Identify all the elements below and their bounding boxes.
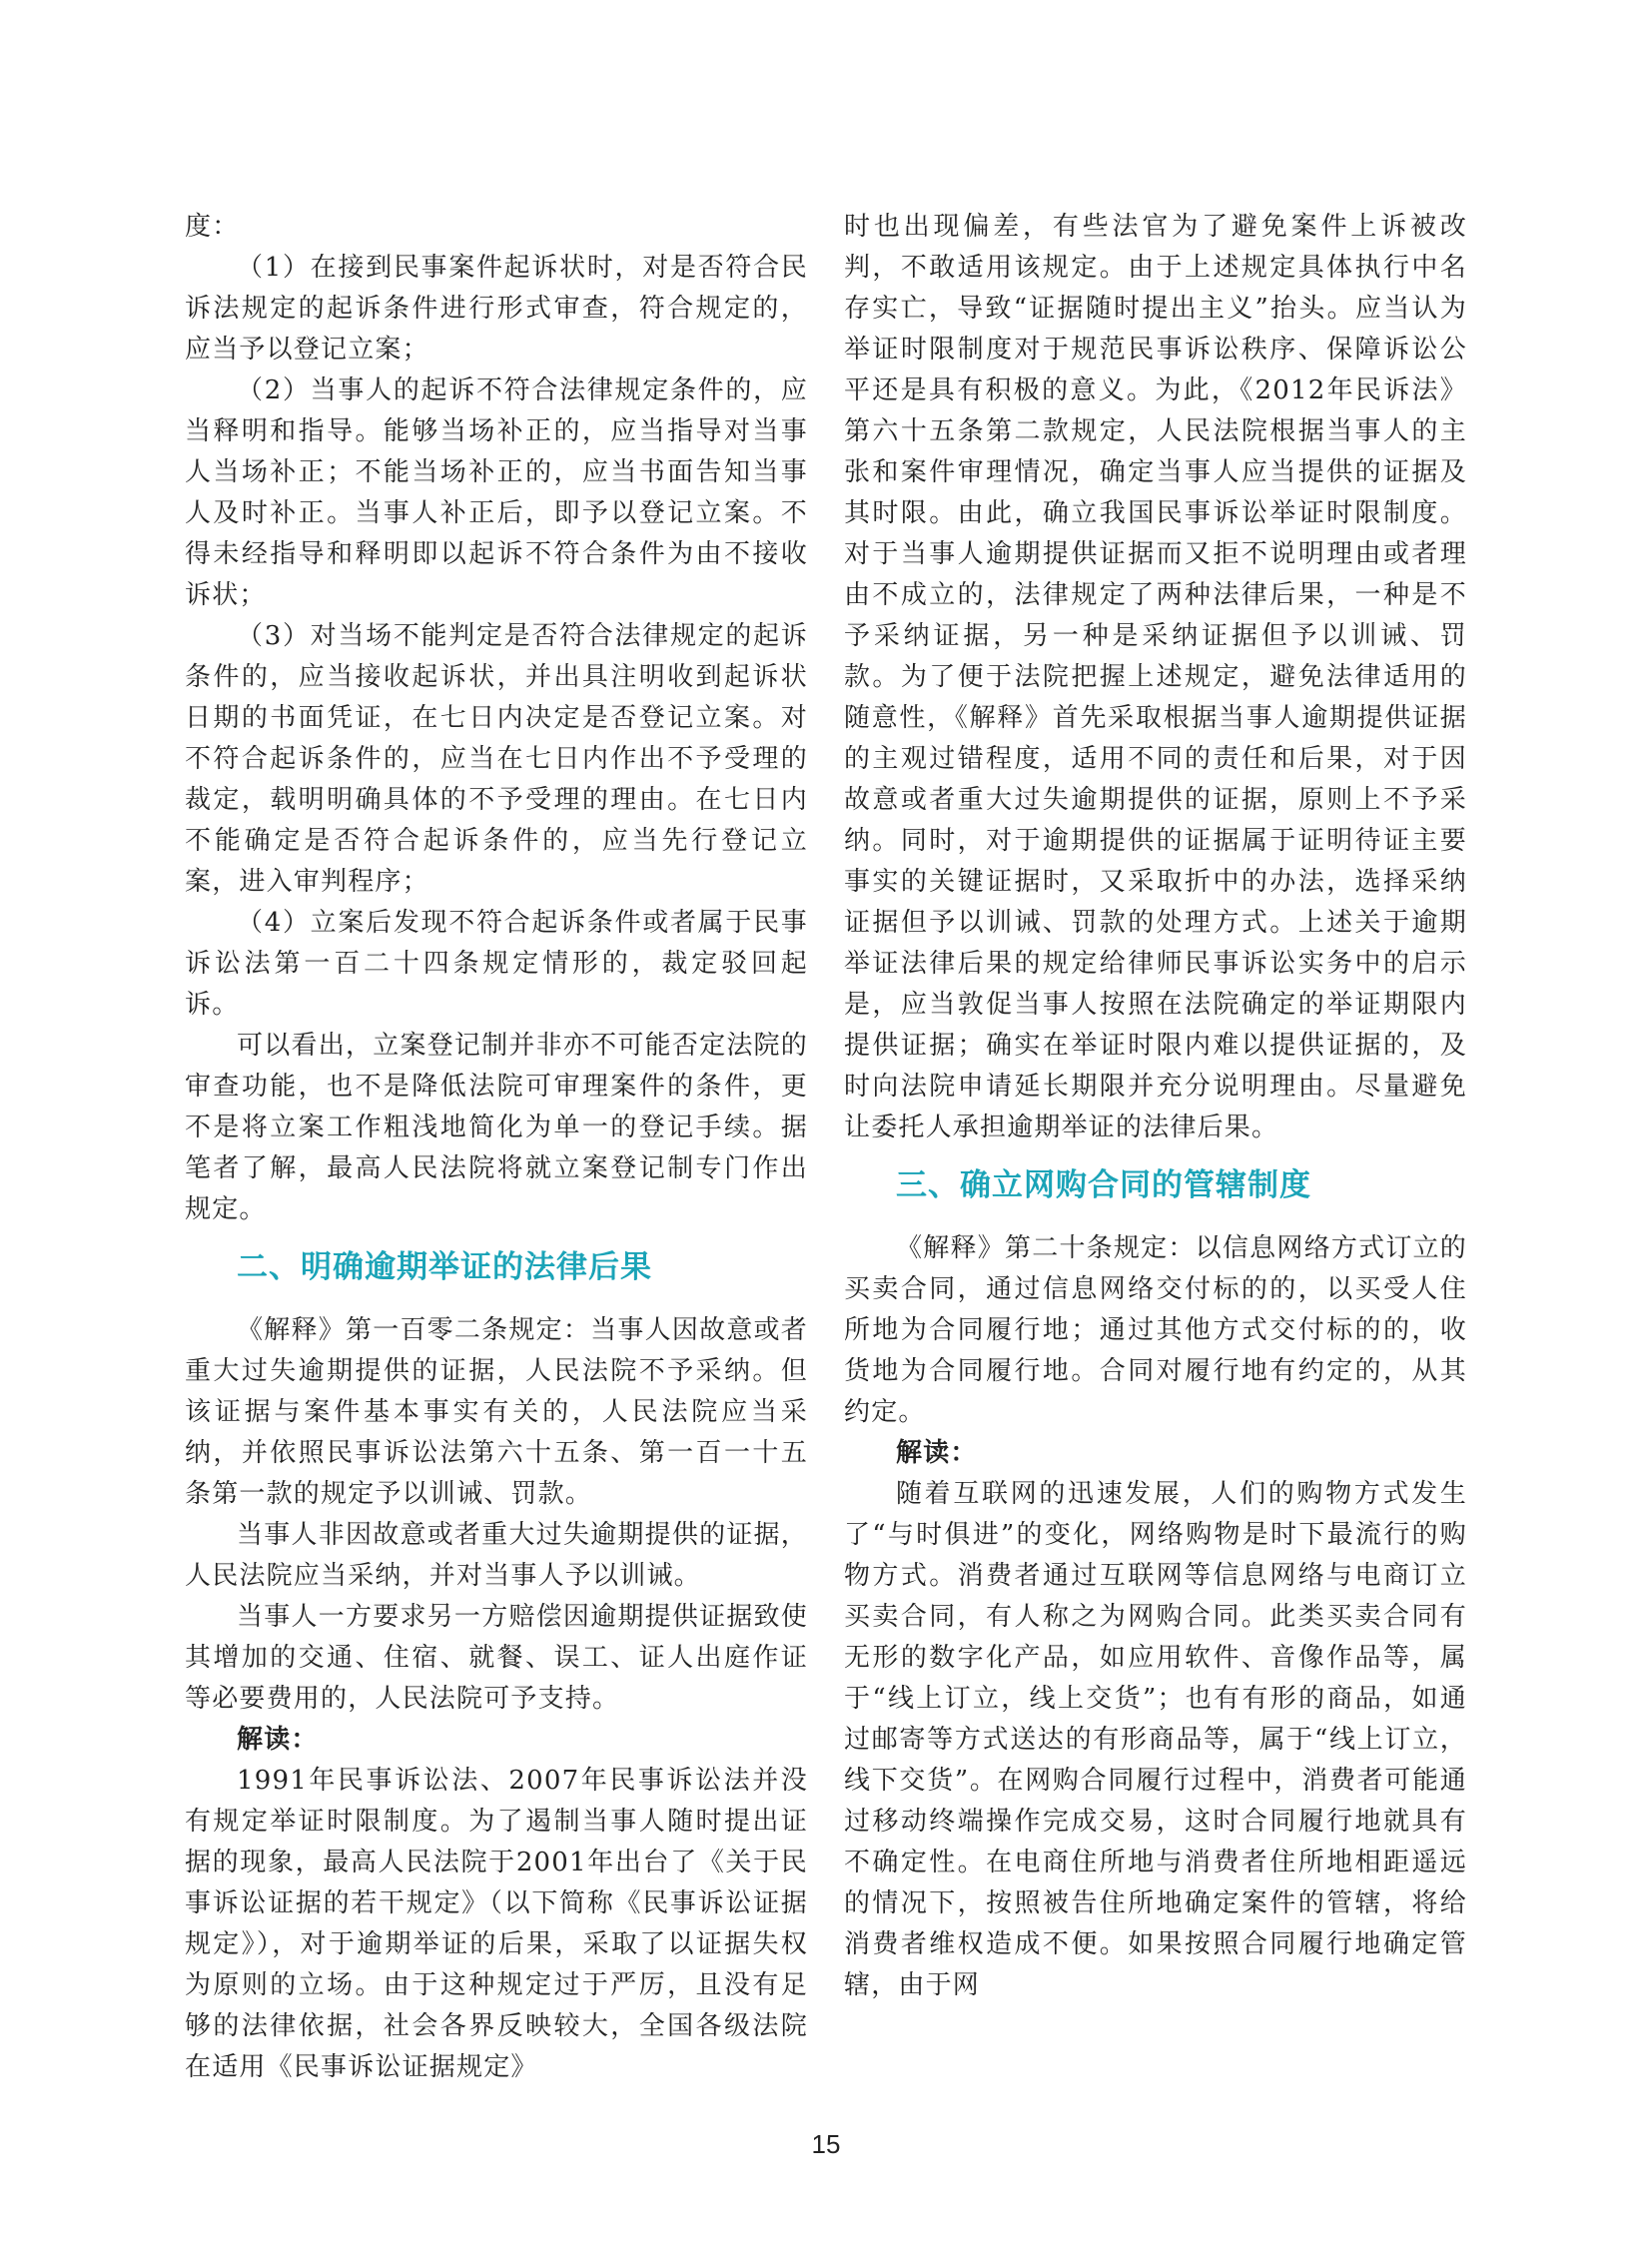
paragraph: （4）立案后发现不符合起诉条件或者属于民事诉讼法第一百二十四条规定情形的，裁定驳回起诉。 bbox=[185, 908, 808, 1020]
paragraph: （3）对当场不能判定是否符合法律规定的起诉条件的，应当接收起诉状，并出具注明收到起诉状日期的书面凭证，在七日内决定是否登记立案。对不符合起诉条件的，应当在七日内作出不予受理的裁定，载明明确具体的不予受理的理由。在七日内不能确定是否符合起诉条件的，应当先行登记立案，进入审判程序； bbox=[185, 621, 808, 897]
right-paragraphs-top bbox=[844, 207, 1467, 1148]
section-heading-3: 三、确立网购合同的管辖制度 bbox=[896, 1167, 1311, 1203]
paragraph: 解读： bbox=[237, 1725, 319, 1755]
paragraph: 当事人一方要求另一方赔偿因逾期提供证据致使其增加的交通、住宿、就餐、误工、证人出庭作证等必要费用的，人民法院可予支持。 bbox=[185, 1602, 808, 1714]
paragraph: 随着互联网的迅速发展，人们的购物方式发生了“与时俱进”的变化，网络购物是时下最流行的购物方式。消费者通过互联网等信息网络与电商订立买卖合同，有人称之为网购合同。此类买卖合同有无形的数字化产品，如应用软件、音像作品等，属于“线上订立，线上交货”；也有有形的商品，如通过邮寄等方式送达的有形商品等，属于“线上订立，线下交货”。在网购合同履行过程中，消费者可能通过移动终端操作完成交易，这时合同履行地就具有不确定性。在电商住所地与消费者住所地相距遥远的情况下，按照被告住所地确定案件的管辖，将给消费者维权造成不便。如果按照合同履行地确定管辖，由于网 bbox=[844, 1479, 1467, 2000]
paragraph: 解读： bbox=[896, 1438, 978, 1468]
paragraph: 可以看出，立案登记制并非亦不可能否定法院的审查功能，也不是降低法院可审理案件的条件，更不是将立案工作粗浅地简化为单一的登记手续。据笔者了解，最高人民法院将就立案登记制专门作出规定。 bbox=[185, 1031, 808, 1224]
left-paragraphs-bottom bbox=[185, 1310, 808, 2088]
right-column bbox=[844, 207, 1467, 2006]
page-number: 15 bbox=[811, 2129, 841, 2159]
section-heading-2: 二、明确逾期举证的法律后果 bbox=[237, 1249, 652, 1285]
paragraph: （2）当事人的起诉不符合法律规定条件的，应当释明和指导。能够当场补正的，应当指导对当事人当场补正；不能当场补正的，应当书面告知当事人及时补正。当事人补正后，即予以登记立案。不得未经指导和释明即以起诉不符合条件为由不接收诉状； bbox=[185, 375, 808, 610]
paragraph: 《解释》第一百零二条规定：当事人因故意或者重大过失逾期提供的证据，人民法院不予采纳。但该证据与案件基本事实有关的，人民法院应当采纳，并依照民事诉讼法第六十五条、第一百一十五条第一款的规定予以训诫、罚款。 bbox=[185, 1315, 808, 1509]
paragraph: 当事人非因故意或者重大过失逾期提供的证据，人民法院应当采纳，并对当事人予以训诫。 bbox=[185, 1520, 808, 1591]
paragraph: 度： bbox=[185, 212, 240, 242]
left-column bbox=[185, 207, 808, 2088]
paragraph: 时也出现偏差，有些法官为了避免案件上诉被改判，不敢适用该规定。由于上述规定具体执行中名存实亡，导致“证据随时提出主义”抬头。应当认为举证时限制度对于规范民事诉讼秩序、保障诉讼公平还是具有积极的意义。为此，《2012年民诉法》第六十五条第二款规定，人民法院根据当事人的主张和案件审理情况，确定当事人应当提供的证据及其时限。由此，确立我国民事诉讼举证时限制度。对于当事人逾期提供证据而又拒不说明理由或者理由不成立的，法律规定了两种法律后果，一种是不予采纳证据，另一种是采纳证据但予以训诫、罚款。为了便于法院把握上述规定，避免法律适用的随意性，《解释》首先采取根据当事人逾期提供证据的主观过错程度，适用不同的责任和后果，对于因故意或者重大过失逾期提供的证据，原则上不予采纳。同时，对于逾期提供的证据属于证明待证主要事实的关键证据时，又采取折中的办法，选择采纳证据但予以训诫、罚款的处理方式。上述关于逾期举证法律后果的规定给律师民事诉讼实务中的启示是，应当敦促当事人按照在法院确定的举证期限内提供证据；确实在举证时限内难以提供证据的，及时向法院申请延长期限并充分说明理由。尽量避免让委托人承担逾期举证的法律后果。 bbox=[844, 212, 1467, 1142]
paragraph: 《解释》第二十条规定：以信息网络方式订立的买卖合同，通过信息网络交付标的的，以买受人住所地为合同履行地；通过其他方式交付标的的，收货地为合同履行地。合同对履行地有约定的，从其约定。 bbox=[844, 1233, 1467, 1427]
paragraph: （1）在接到民事案件起诉状时，对是否符合民诉法规定的起诉条件进行形式审查，符合规定的，应当予以登记立案； bbox=[185, 253, 808, 365]
paragraph: 1991年民事诉讼法、2007年民事诉讼法并没有规定举证时限制度。为了遏制当事人随时提出证据的现象，最高人民法院于2001年出台了《关于民事诉讼证据的若干规定》（以下简称《民事诉讼证据规定》），对于逾期举证的后果，采取了以证据失权为原则的立场。由于这种规定过于严厉，且没有足够的法律依据，社会各界反映较大，全国各级法院在适用《民事诉讼证据规定》 bbox=[185, 1766, 808, 2082]
left-paragraphs-top bbox=[185, 207, 808, 1230]
right-paragraphs-bottom bbox=[844, 1228, 1467, 2006]
